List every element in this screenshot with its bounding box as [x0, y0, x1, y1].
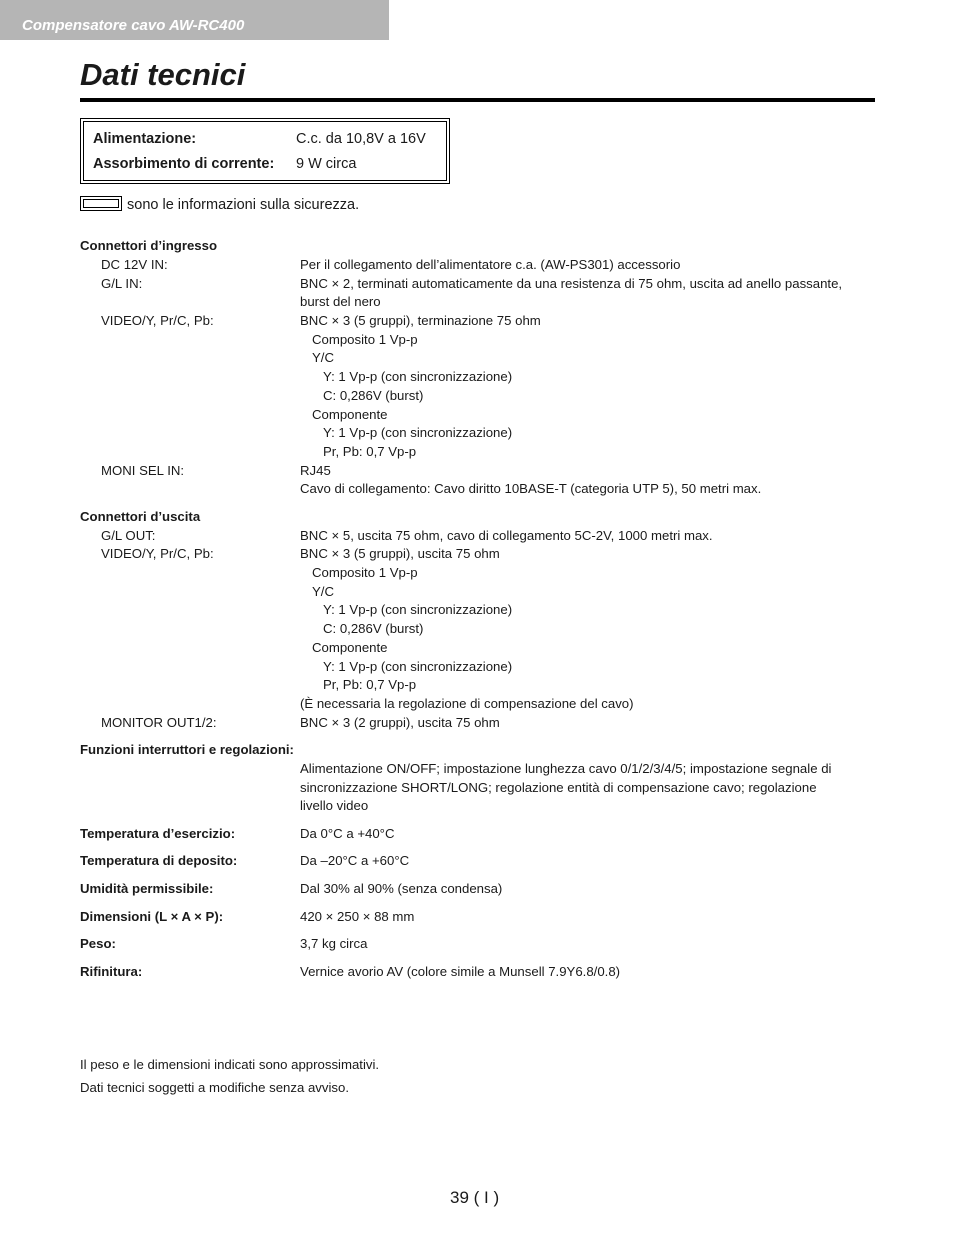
video-in-yc-y: Y: 1 Vp-p (con sincronizzazione) — [323, 369, 513, 384]
video-out-yc-y: Y: 1 Vp-p (con sincronizzazione) — [323, 602, 513, 617]
current-consumption-value: 9 W circa — [296, 156, 357, 172]
finish-value: Vernice avorio AV (colore simile a Munsell 7.9Y6.8/0.8) — [300, 964, 621, 979]
video-out-composito: Composito 1 Vp-p — [312, 565, 418, 580]
moni-sel-in-value-1: RJ45 — [300, 463, 331, 478]
input-connectors-heading: Connettori d’ingresso — [80, 238, 218, 253]
video-in-componente: Componente — [312, 407, 388, 422]
video-in-yc-c: C: 0,286V (burst) — [323, 388, 424, 403]
video-in-value: BNC × 3 (5 gruppi), terminazione 75 ohm — [300, 313, 541, 328]
header-tab — [0, 0, 389, 40]
title-rule — [80, 98, 875, 102]
moni-sel-in-value-2: Cavo di collegamento: Cavo diritto 10BASE-T (categoria UTP 5), 50 metri max. — [300, 481, 762, 496]
video-out-yc-c: C: 0,286V (burst) — [323, 621, 424, 636]
video-in-comp-y: Y: 1 Vp-p (con sincronizzazione) — [323, 425, 513, 440]
storage-temp-value: Da –20°C a +60°C — [300, 853, 410, 868]
dc-in-label: DC 12V IN: — [101, 257, 168, 272]
page-title: Dati tecnici — [80, 57, 246, 92]
footnote-subject-to-change: Dati tecnici soggetti a modifiche senza avviso. — [80, 1080, 350, 1095]
header-tab-label: Compensatore cavo AW-RC400 — [22, 17, 245, 34]
safety-legend-text: sono le informazioni sulla sicurezza. — [127, 197, 360, 213]
video-in-label: VIDEO/Y, Pr/C, Pb: — [101, 313, 214, 328]
page-number: 39 ( I ) — [450, 1188, 500, 1207]
video-out-note: (È necessaria la regolazione di compensazione del cavo) — [300, 696, 634, 711]
functions-line-2: sincronizzazione SHORT/LONG; regolazione entità di compensazione cavo; regolazione — [300, 780, 817, 795]
video-out-value: BNC × 3 (5 gruppi), uscita 75 ohm — [300, 546, 500, 561]
current-consumption-label: Assorbimento di corrente: — [93, 156, 275, 172]
finish-label: Rifinitura: — [80, 964, 143, 979]
video-out-label: VIDEO/Y, Pr/C, Pb: — [101, 546, 214, 561]
functions-line-3: livello video — [300, 798, 369, 813]
power-supply-label: Alimentazione: — [93, 131, 197, 147]
dimensions-value: 420 × 250 × 88 mm — [300, 909, 415, 924]
dimensions-label: Dimensioni (L × A × P): — [80, 909, 224, 924]
safety-info-box — [80, 118, 450, 184]
video-out-comp-y: Y: 1 Vp-p (con sincronizzazione) — [323, 659, 513, 674]
output-connectors-heading: Connettori d’uscita — [80, 509, 201, 524]
video-in-composito: Composito 1 Vp-p — [312, 332, 418, 347]
functions-heading: Funzioni interruttori e regolazioni: — [80, 742, 294, 757]
storage-temp-label: Temperatura di deposito: — [80, 853, 238, 868]
safety-box-icon — [80, 196, 122, 211]
operating-temp-value: Da 0°C a +40°C — [300, 826, 395, 841]
gl-out-label: G/L OUT: — [101, 528, 156, 543]
safety-legend — [80, 196, 359, 213]
operating-temp-label: Temperatura d’esercizio: — [80, 826, 236, 841]
power-supply-value: C.c. da 10,8V a 16V — [296, 131, 426, 147]
gl-in-label: G/L IN: — [101, 276, 143, 291]
moni-sel-in-label: MONI SEL IN: — [101, 463, 185, 478]
dc-in-value: Per il collegamento dell’alimentatore c.a. (AW-PS301) accessorio — [300, 257, 681, 272]
gl-in-value-2: burst del nero — [300, 294, 381, 309]
video-out-yc: Y/C — [312, 584, 334, 599]
monitor-out-value: BNC × 3 (2 gruppi), uscita 75 ohm — [300, 715, 500, 730]
weight-value: 3,7 kg circa — [300, 936, 368, 951]
monitor-out-label: MONITOR OUT1/2: — [101, 715, 217, 730]
weight-label: Peso: — [80, 936, 116, 951]
current-consumption-row — [93, 156, 357, 172]
functions-line-1: Alimentazione ON/OFF; impostazione lunghezza cavo 0/1/2/3/4/5; impostazione segnale di — [300, 761, 832, 776]
gl-out-value: BNC × 5, uscita 75 ohm, cavo di collegamento 5C-2V, 1000 metri max. — [300, 528, 713, 543]
gl-in-value-1: BNC × 2, terminati automaticamente da una resistenza di 75 ohm, uscita ad anello passante, — [300, 276, 843, 291]
video-in-comp-prpb: Pr, Pb: 0,7 Vp-p — [323, 444, 417, 459]
humidity-label: Umidità permissibile: — [80, 881, 214, 896]
humidity-value: Dal 30% al 90% (senza condensa) — [300, 881, 503, 896]
video-out-comp-prpb: Pr, Pb: 0,7 Vp-p — [323, 677, 417, 692]
footnote-approximate: Il peso e le dimensioni indicati sono approssimativi. — [80, 1057, 380, 1072]
power-supply-row — [93, 131, 426, 147]
video-out-componente: Componente — [312, 640, 388, 655]
video-in-yc: Y/C — [312, 350, 334, 365]
